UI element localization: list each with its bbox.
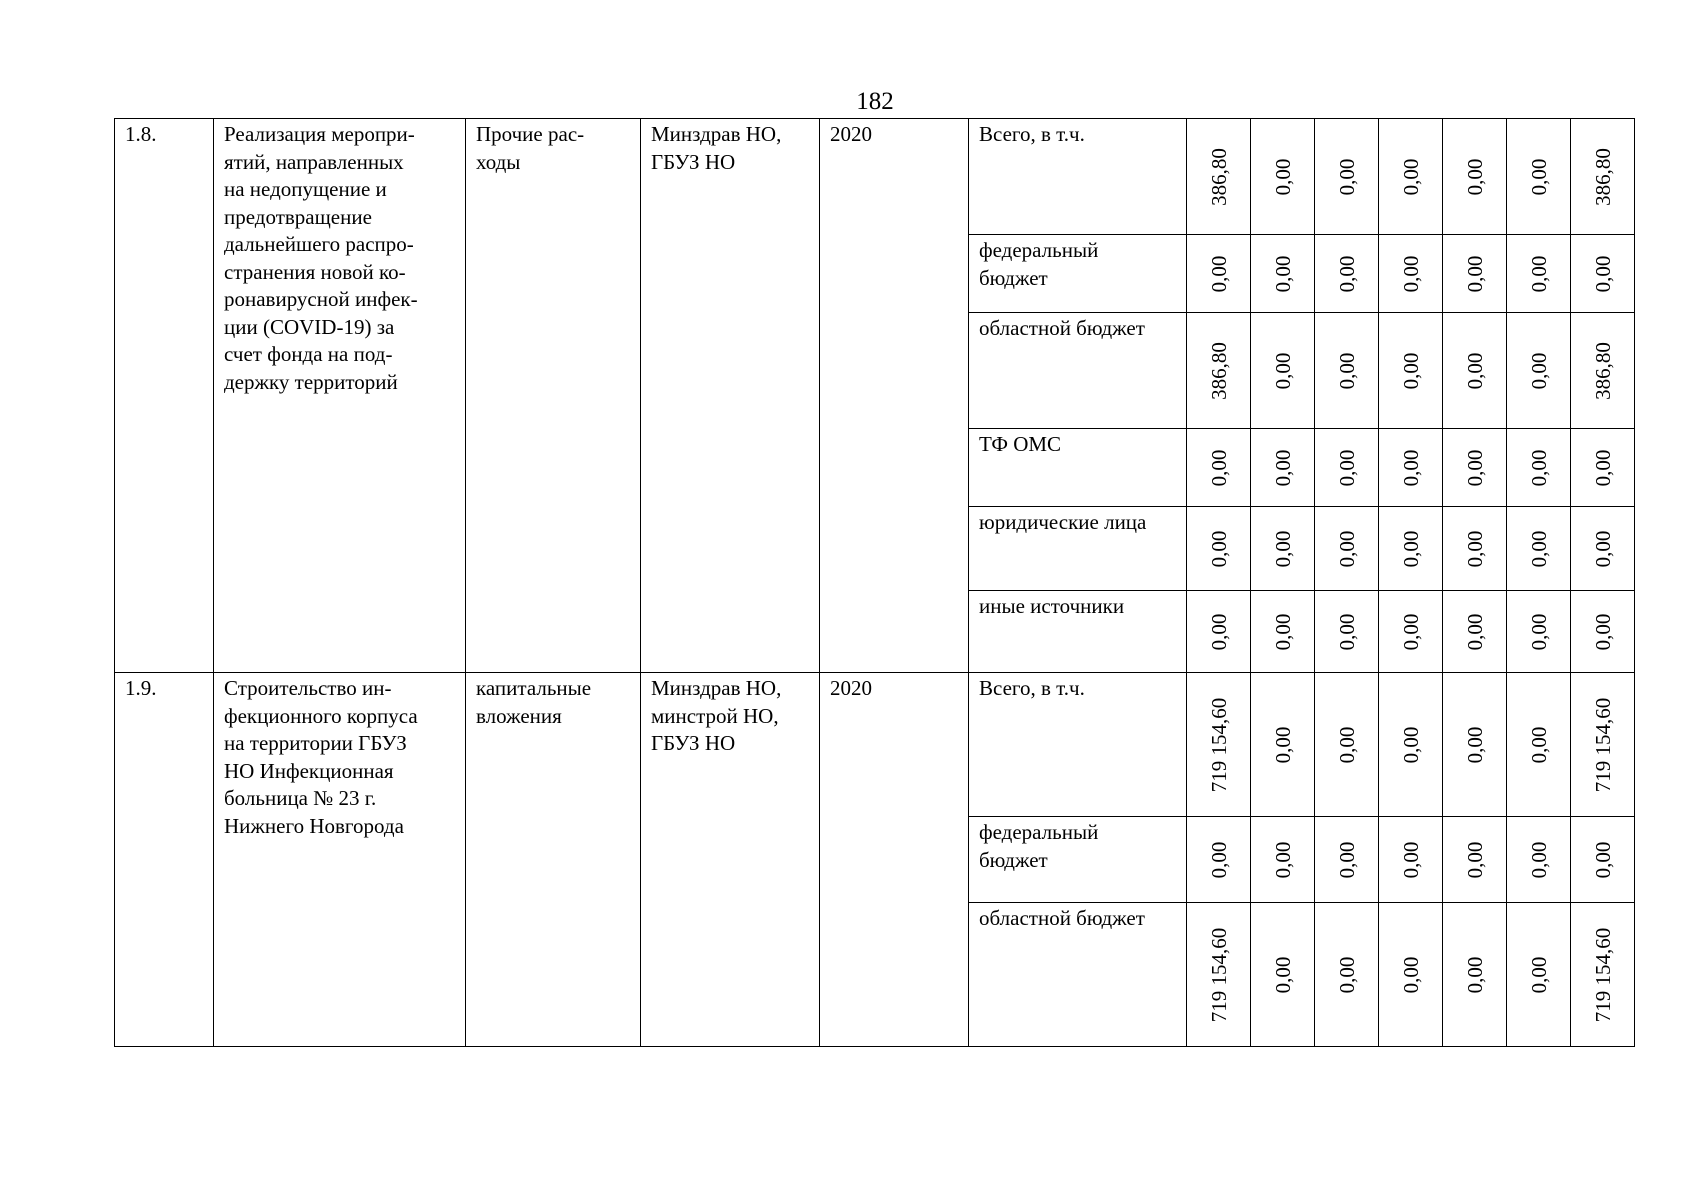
amount-cell [1571,817,1635,903]
amount-cell [1507,507,1571,591]
amount-value: 0,00 [1526,956,1551,993]
funding-source [969,817,1187,903]
funding-source [969,507,1187,591]
amount-value: 719 154,60 [1590,697,1615,792]
amount-cell [1571,591,1635,673]
amount-cell [1443,903,1507,1047]
year: 2020 [820,119,969,673]
amount-cell [1507,903,1571,1047]
amount-value: 0,00 [1590,841,1615,878]
amount-cell [1571,507,1635,591]
amount-cell [1507,817,1571,903]
amount-cell [1379,313,1443,429]
measure-name-line: ронавирусной инфек- [224,287,418,311]
amount-value: 0,00 [1462,255,1487,292]
measure-name-line: предотвращение [224,204,372,229]
amount-value: 0,00 [1462,841,1487,878]
amount-cell [1507,313,1571,429]
funding-source-line: Всего, в т.ч. [979,122,1085,146]
executor [641,119,820,673]
amount-value: 0,00 [1206,255,1231,292]
expense-type-line: капитальные [476,676,592,700]
amount-cell [1251,313,1315,429]
amount-cell [1315,429,1379,507]
measure-name-line: странения новой ко- [224,259,406,284]
amount-value: 0,00 [1398,158,1423,195]
funding-source-line: федеральный [979,238,1099,262]
amount-value: 0,00 [1526,449,1551,486]
amount-cell [1315,673,1379,817]
executor-line: Минздрав НО, [651,122,782,146]
measure-name-line: на недопущение и [224,177,387,201]
amount-value: 0,00 [1334,158,1359,195]
amount-cell [1251,591,1315,673]
amount-value: 0,00 [1334,449,1359,486]
amount-value: 0,00 [1398,530,1423,567]
amount-cell [1251,817,1315,903]
amount-value: 0,00 [1398,613,1423,650]
amount-cell [1251,507,1315,591]
funding-source [969,313,1187,429]
amount-value: 0,00 [1462,530,1487,567]
amount-cell [1507,591,1571,673]
funding-source-line: областной бюджет [979,906,1145,930]
table-row [115,119,1635,235]
measure-name-line: НО Инфекционная [224,758,394,783]
amount-value: 0,00 [1398,449,1423,486]
amount-cell [1187,673,1251,817]
expense-type [466,673,641,1047]
amount-value: 0,00 [1526,726,1551,763]
amount-cell [1507,673,1571,817]
amount-value: 0,00 [1270,530,1295,567]
amount-value: 0,00 [1270,956,1295,993]
amount-cell [1379,673,1443,817]
measure-name-line: ции (COVID-19) за [224,314,395,339]
amount-value: 0,00 [1334,352,1359,389]
amount-value: 0,00 [1590,530,1615,567]
measure-name-line: Строительство ин- [224,676,392,700]
amount-cell [1187,817,1251,903]
page-number: 182 [856,88,894,115]
amount-cell [1571,119,1635,235]
measure-name-line: фекционного корпуса [224,703,418,728]
funding-source [969,903,1187,1047]
measure-name [214,119,466,673]
amount-value: 0,00 [1398,726,1423,763]
amount-value: 0,00 [1526,530,1551,567]
amount-cell [1315,817,1379,903]
amount-value: 386,80 [1590,147,1615,206]
amount-cell [1507,119,1571,235]
amount-value: 0,00 [1398,352,1423,389]
amount-cell [1251,429,1315,507]
amount-cell [1251,903,1315,1047]
amount-value: 0,00 [1398,841,1423,878]
amount-value: 0,00 [1270,841,1295,878]
amount-cell [1443,313,1507,429]
measure-name-line: дальнейшего распро- [224,232,414,256]
funding-source [969,673,1187,817]
amount-cell [1379,591,1443,673]
amount-value: 0,00 [1270,726,1295,763]
amount-cell [1571,903,1635,1047]
funding-source [969,119,1187,235]
budget-table [114,118,1635,1047]
amount-cell [1315,903,1379,1047]
amount-cell [1187,591,1251,673]
funding-source [969,235,1187,313]
measure-name-line: на территории ГБУЗ [224,731,407,755]
measure-name [214,673,466,1047]
amount-value: 0,00 [1590,449,1615,486]
amount-cell [1251,673,1315,817]
amount-cell [1379,429,1443,507]
funding-source [969,429,1187,507]
amount-cell [1443,673,1507,817]
amount-value: 0,00 [1270,255,1295,292]
measure-name-line: Реализация меропри- [224,122,415,146]
amount-value: 386,80 [1206,341,1231,400]
amount-value: 719 154,60 [1206,927,1231,1022]
amount-cell [1187,313,1251,429]
table-row [115,673,1635,817]
amount-cell [1315,507,1379,591]
amount-cell [1571,235,1635,313]
amount-value: 0,00 [1270,352,1295,389]
funding-source-line: ТФ ОМС [979,432,1062,456]
measure-name-line: больница № 23 г. [224,786,377,810]
amount-cell [1443,591,1507,673]
amount-value: 0,00 [1206,841,1231,878]
expense-type-line: Прочие рас- [476,122,585,146]
amount-value: 0,00 [1462,352,1487,389]
amount-cell [1187,119,1251,235]
measure-name-line: счет фонда на под- [224,342,393,366]
amount-cell [1251,119,1315,235]
amount-cell [1187,507,1251,591]
item-number: 1.9. [115,673,214,1047]
amount-value: 719 154,60 [1590,927,1615,1022]
executor [641,673,820,1047]
amount-cell [1379,119,1443,235]
amount-value: 0,00 [1590,255,1615,292]
amount-cell [1379,903,1443,1047]
amount-value: 0,00 [1270,449,1295,486]
amount-cell [1251,235,1315,313]
amount-value: 0,00 [1334,956,1359,993]
funding-source-line: областной бюджет [979,316,1145,340]
amount-cell [1507,429,1571,507]
amount-cell [1379,817,1443,903]
amount-cell [1571,313,1635,429]
expense-type [466,119,641,673]
measure-name-line: Нижнего Новгорода [224,813,404,838]
amount-value: 0,00 [1462,613,1487,650]
amount-value: 0,00 [1526,158,1551,195]
amount-cell [1443,119,1507,235]
year: 2020 [820,673,969,1047]
executor-line: Минздрав НО, [651,676,782,700]
executor-line: ГБУЗ НО [651,149,736,174]
funding-source-line: иные источники [979,594,1125,618]
amount-value: 719 154,60 [1206,697,1231,792]
amount-cell [1507,235,1571,313]
expense-type-line: ходы [476,149,521,174]
amount-value: 0,00 [1462,158,1487,195]
measure-name-line: держку территорий [224,369,398,394]
amount-cell [1315,313,1379,429]
amount-value: 0,00 [1270,613,1295,650]
funding-source-line: бюджет [979,847,1048,872]
amount-value: 0,00 [1334,841,1359,878]
amount-value: 0,00 [1398,956,1423,993]
amount-value: 0,00 [1334,726,1359,763]
amount-cell [1379,507,1443,591]
amount-cell [1315,119,1379,235]
amount-value: 0,00 [1462,956,1487,993]
measure-name-line: ятий, направленных [224,149,404,174]
amount-value: 0,00 [1526,841,1551,878]
funding-source-line: Всего, в т.ч. [979,676,1085,700]
amount-cell [1315,591,1379,673]
amount-value: 0,00 [1462,449,1487,486]
amount-value: 0,00 [1526,352,1551,389]
amount-cell [1315,235,1379,313]
expense-type-line: вложения [476,703,562,728]
executor-line: ГБУЗ НО [651,731,736,755]
amount-cell [1443,235,1507,313]
amount-value: 0,00 [1398,255,1423,292]
amount-cell [1443,507,1507,591]
amount-value: 0,00 [1206,530,1231,567]
amount-value: 0,00 [1462,726,1487,763]
amount-value: 0,00 [1590,613,1615,650]
amount-cell [1187,903,1251,1047]
funding-source-line: федеральный [979,820,1099,844]
amount-value: 0,00 [1270,158,1295,195]
amount-cell [1187,429,1251,507]
amount-cell [1571,429,1635,507]
amount-value: 0,00 [1334,613,1359,650]
amount-value: 0,00 [1334,530,1359,567]
amount-value: 0,00 [1526,613,1551,650]
executor-line: минстрой НО, [651,703,779,728]
item-number: 1.8. [115,119,214,673]
amount-cell [1443,429,1507,507]
amount-cell [1379,235,1443,313]
amount-cell [1571,673,1635,817]
amount-value: 0,00 [1526,255,1551,292]
amount-value: 0,00 [1334,255,1359,292]
funding-source-line: бюджет [979,265,1048,290]
amount-value: 386,80 [1590,341,1615,400]
amount-value: 0,00 [1206,613,1231,650]
amount-value: 386,80 [1206,147,1231,206]
amount-cell [1443,817,1507,903]
amount-cell [1187,235,1251,313]
amount-value: 0,00 [1206,449,1231,486]
funding-source [969,591,1187,673]
funding-source-line: юридические лица [979,510,1147,534]
